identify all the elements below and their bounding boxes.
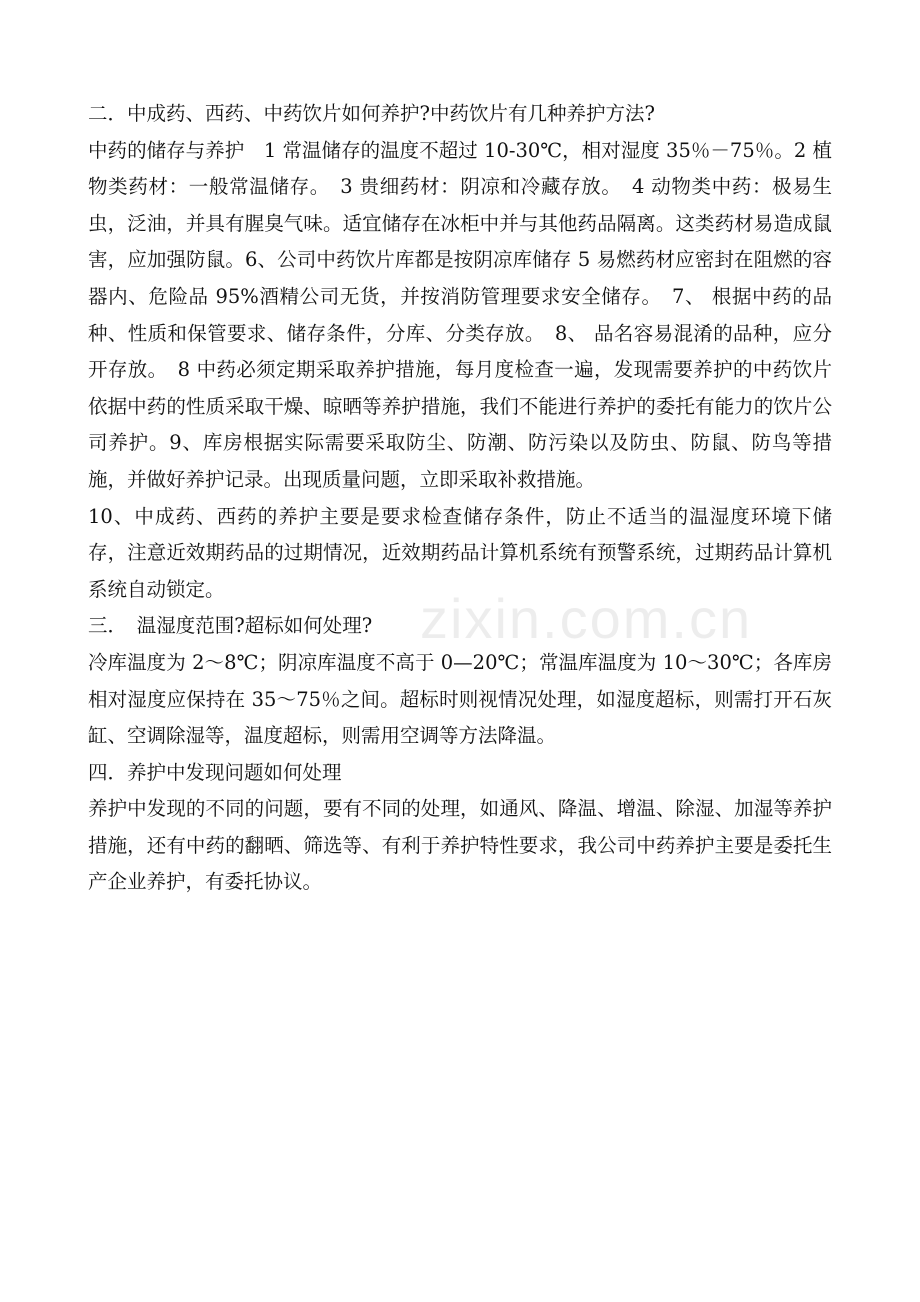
section-four-heading: 四．养护中发现问题如何处理	[88, 760, 342, 784]
document-body	[88, 96, 832, 901]
section-two-heading: 二．中成药、西药、中药饮片如何养护?中药饮片有几种养护方法?	[88, 102, 655, 125]
problem-handling-paragraph: 养护中发现的不同的问题，要有不同的处理，如通风、降温、增温、除湿、加湿等养护措施，还有中药的翻晒、筛选等、有利于养护特性要求，我公司中药养护主要是委托生产企业养护，有委托协议。	[88, 797, 832, 894]
section-three-heading: 三． 温湿度范围?超标如何处理?	[88, 614, 373, 638]
western-medicine-maintenance-paragraph: 10、中成药、西药的养护主要是要求检查储存条件，防止不适当的温湿度环境下储存，注意近效期药品的过期情况，近效期药品计算机系统有预警系统，过期药品计算机系统自动锁定。	[88, 504, 832, 601]
watermark: zixin.com.cn	[420, 587, 753, 650]
storage-and-maintenance-paragraph: 中药的储存与养护 1 常温储存的温度不超过 10-30℃，相对湿度 35％－75％。2 植物类药材：一般常温储存。 3 贵细药材：阴凉和冷藏存放。 4 动物类中药：极易生虫，泛油，并具有腥臭气味。适宜储存在冰柜中并与其他药品隔离。这类药材易造成鼠害，应加强防鼠。6、公司中药饮片库都是按阴凉库储存 5 易燃药材应密封在阻燃的容器内、危险品 95%酒精公司无货，并按消防管理要求安全储存。 7、 根据中药的品种、性质和保管要求、储存条件，分库、分类存放。 8、 品名容易混淆的品种，应分开存放。 8 中药必须定期采取养护措施，每月度检查一遍，发现需要养护的中药饮片依据中药的性质采取干燥、晾晒等养护措施，我们不能进行养护的委托有能力的饮片公司养护。9、库房根据实际需要采取防尘、防潮、防污染以及防虫、防鼠、防鸟等措施，并做好养护记录。出现质量问题，立即采取补救措施。	[88, 138, 832, 491]
temperature-humidity-paragraph: 冷库温度为 2～8℃；阴凉库温度不高于 0—20℃；常温库温度为 10～30℃；各库房相对湿度应保持在 35～75％之间。超标时则视情况处理，如湿度超标，则需打开石灰缸、空调除湿等，温度超标，则需用空调等方法降温。	[88, 650, 832, 748]
